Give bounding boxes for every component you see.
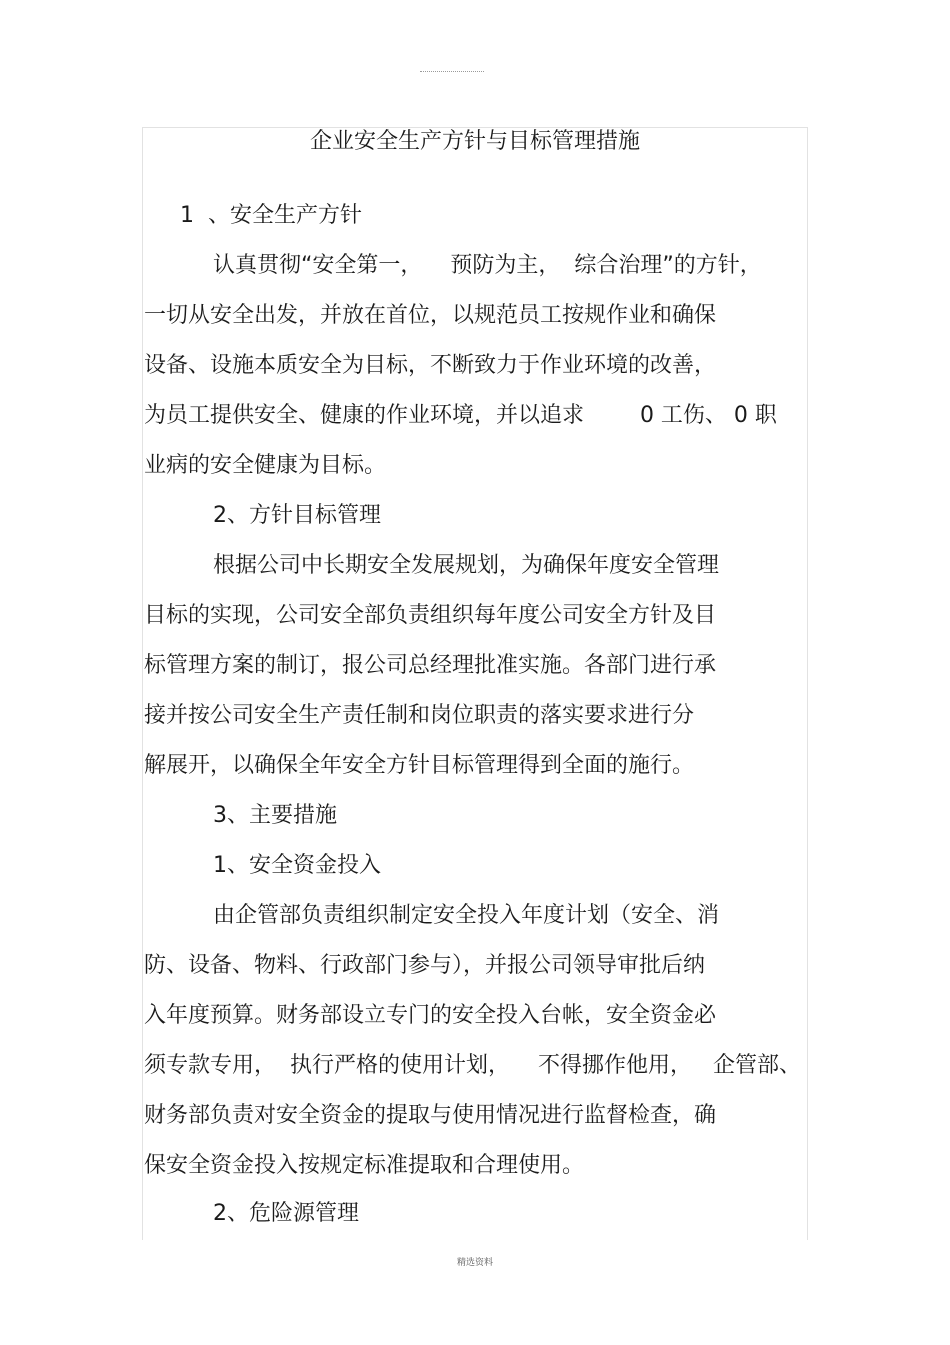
section-heading-1: 1 、安全生产方针 (180, 203, 362, 228)
paragraph-line: 业病的安全健康为目标。 (144, 453, 387, 478)
paragraph-line: 保安全资金投入按规定标准提取和合理使用。 (144, 1153, 585, 1178)
subsection-heading: 1、安全资金投入 (213, 853, 381, 878)
paragraph-line: 认真贯彻“安全第一， 预防为主， 综合治理”的方针， (213, 253, 762, 278)
paragraph-line: 由企管部负责组织制定安全投入年度计划（安全、消 (213, 903, 720, 928)
paragraph-line: 须专款专用， 执行严格的使用计划， 不得挪作他用， 企管部、 (144, 1053, 801, 1078)
paragraph-line: 入年度预算。财务部设立专门的安全投入台帐，安全资金必 (144, 1003, 717, 1028)
document-title: 企业安全生产方针与目标管理措施 (309, 129, 640, 154)
header-rule (420, 71, 484, 72)
paragraph-line: 财务部负责对安全资金的提取与使用情况进行监督检查，确 (144, 1103, 717, 1128)
paragraph-line: 标管理方案的制订，报公司总经理批准实施。各部门进行承 (144, 653, 717, 678)
paragraph-line: 设备、设施本质安全为目标，不断致力于作业环境的改善， (144, 353, 717, 378)
section-heading-2: 2、方针目标管理 (213, 503, 381, 528)
paragraph-line: 接并按公司安全生产责任制和岗位职责的落实要求进行分 (144, 703, 695, 728)
paragraph-line: 目标的实现，公司安全部负责组织每年度公司安全方针及目 (144, 603, 717, 628)
paragraph-line: 为员工提供安全、健康的作业环境，并以追求 0 工伤、 0 职 (144, 403, 777, 428)
paragraph-line: 防、设备、物料、行政部门参与），并报公司领导审批后纳 (144, 953, 706, 978)
footer-note: 精选资料 (456, 1258, 493, 1268)
paragraph-line: 解展开，以确保全年安全方针目标管理得到全面的施行。 (144, 753, 695, 778)
paragraph-line: 根据公司中长期安全发展规划，为确保年度安全管理 (213, 553, 720, 578)
subsection-heading: 2、危险源管理 (213, 1201, 359, 1226)
section-heading-3: 3、主要措施 (213, 803, 337, 828)
paragraph-line: 一切从安全出发，并放在首位，以规范员工按规作业和确保 (144, 303, 717, 328)
